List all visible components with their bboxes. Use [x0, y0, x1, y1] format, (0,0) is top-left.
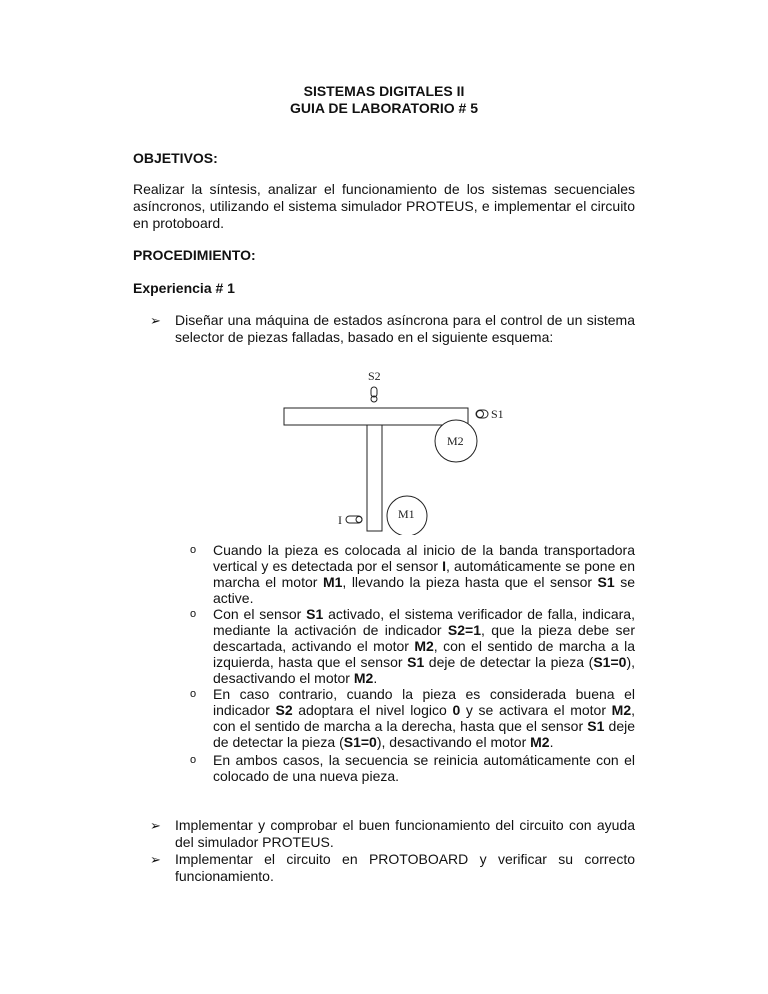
final-bullet-text: Implementar y comprobar el buen funcionamiento del circuito con ayuda del simulador PROTEUS.	[175, 817, 635, 850]
sub-item-text: En caso contrario, cuando la pieza es considerada buena el indicador S2 adoptara el nivel logico 0 y se activara el motor M2, con el sentido de marcha a la derecha, hasta que el sensor S1 deje de detectar la pieza (S1=0), desactivando el motor M2.	[213, 686, 636, 750]
final-bullet-text: Implementar el circuito en PROTOBOARD y verificar su correcto funcionamiento.	[175, 851, 635, 884]
sensor-s1-label: S1	[491, 407, 504, 421]
intro-bullet	[152, 312, 635, 346]
vertical-conveyor	[367, 425, 382, 531]
arrow-bullet-icon: ➢	[150, 818, 161, 833]
final-bullet-2	[152, 851, 635, 885]
sub-bullet-icon: o	[190, 754, 197, 766]
motor-m1-label: M1	[398, 507, 415, 521]
horizontal-conveyor	[284, 408, 468, 425]
sub-bullet-icon: o	[190, 544, 197, 556]
sub-bullet-icon: o	[190, 608, 197, 620]
final-bullet-1	[152, 817, 635, 851]
sensor-s2-label: S2	[368, 369, 381, 383]
arrow-bullet-icon: ➢	[150, 852, 161, 867]
motor-m2-label: M2	[447, 434, 464, 448]
sub-item-2	[190, 606, 635, 686]
sensor-s1-icon	[476, 410, 488, 418]
conveyor-diagram	[280, 365, 520, 535]
sub-bullet-icon: o	[190, 688, 197, 700]
sub-item-text: Con el sensor S1 activado, el sistema verificador de falla, indicara, mediante la activación de indicador S2=1, que la pieza debe ser descartada, activando el motor M2, con el sentido de marcha a la izquierda, hasta que el sensor S1 deje de detectar la pieza (S1=0), desactivando el motor M2.	[213, 606, 636, 686]
sensor-i-icon	[346, 516, 362, 523]
intro-bullet-text: Diseñar una máquina de estados asíncrona para el control de un sistema selector de piezas falladas, basado en el siguiente esquema:	[175, 312, 635, 345]
objetivos-text: Realizar la síntesis, analizar el funcionamiento de los sistemas secuenciales asíncronos, utilizando el sistema simulador PROTEUS, e implementar el circuito en protoboard.	[133, 181, 635, 231]
procedimiento-heading: PROCEDIMIENTO:	[133, 247, 256, 263]
objetivos-heading: OBJETIVOS:	[133, 150, 218, 166]
arrow-bullet-icon: ➢	[150, 313, 161, 328]
sub-item-4	[190, 752, 635, 784]
sub-item-text: Cuando la pieza es colocada al inicio de la banda transportadora vertical y es detectada por el sensor I, automáticamente se pone en marcha el motor M1, llevando la pieza hasta que el sensor S1 se active.	[213, 542, 635, 606]
sensor-s2-icon	[371, 387, 377, 402]
sub-item-text: En ambos casos, la secuencia se reinicia automáticamente con el colocado de una nueva pieza.	[213, 752, 635, 784]
document-subtitle: GUIA DE LABORATORIO # 5	[290, 100, 478, 116]
document-title: SISTEMAS DIGITALES II	[303, 83, 465, 99]
sub-item-3	[190, 686, 635, 750]
sub-item-1	[190, 542, 635, 606]
experiencia-heading: Experiencia # 1	[133, 280, 235, 296]
sensor-i-label: I	[338, 513, 342, 527]
